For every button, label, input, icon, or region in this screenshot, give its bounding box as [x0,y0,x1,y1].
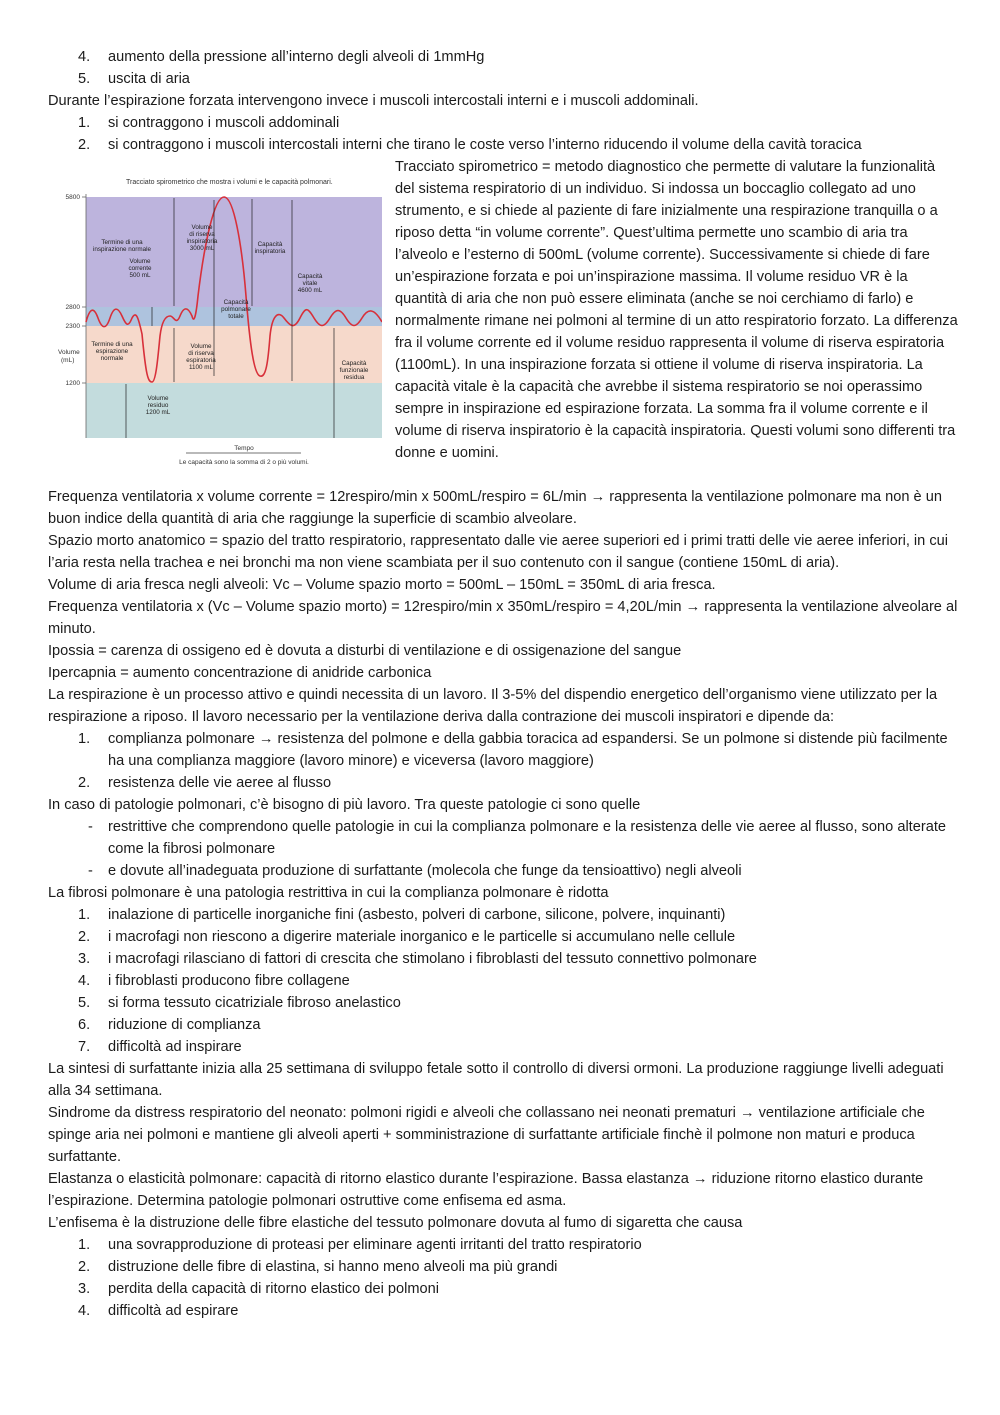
list-text: i fibroblasti producono fibre collagene [108,973,350,989]
list-bullet: - [88,863,93,879]
list-number: 1. [78,1237,91,1253]
paragraph-frequenza-2: Frequenza ventilatoria x (Vc – Volume spazio morto) = 12respiro/min x 350mL/respiro = 4,20L/min → rappresenta la ventilazione alveolare al minuto. [48,599,958,637]
list-item [48,904,958,926]
list-item [48,46,958,68]
list-item [48,728,958,772]
list-text: e dovute all’inadeguata produzione di surfattante (molecola che funge da tensioattivo) negli alveoli [108,863,742,879]
paragraph-surfattante: La sintesi di surfattante inizia alla 25 settimana di sviluppo fetale sotto il controllo di diversi ormoni. La produzione raggiunge livelli adeguati alla 34 settimana. [48,1061,944,1099]
list-number: 6. [78,1017,91,1033]
list-item [48,1234,958,1256]
list-item [48,68,958,90]
paragraph-patologie: In caso di patologie polmonari, c’è bisogno di più lavoro. Tra queste patologie ci sono quelle [48,797,641,813]
list-number: 3. [78,1281,91,1297]
list-number: 7. [78,1039,91,1055]
list-number: 3. [78,951,91,967]
list-number: 1. [78,731,91,747]
list-number: 4. [78,1303,91,1319]
paragraph-enfisema: L’enfisema è la distruzione delle fibre elastiche del tessuto polmonare dovuta al fumo di sigaretta che causa [48,1215,743,1231]
list-item [48,112,958,134]
list-item [48,772,958,794]
list-text: si forma tessuto cicatriziale fibroso anelastico [108,995,401,1011]
list-number: 2. [78,775,91,791]
label-volume-riserva-espiratoria: Volume di riserva espiratoria 1100 mL [186,343,216,371]
list-text: si contraggono i muscoli addominali [108,115,340,131]
paragraph-ipercapnia: Ipercapnia = aumento concentrazione di anidride carbonica [48,665,432,681]
list-number: 5. [78,71,91,87]
x-axis-label: Tempo [234,445,254,452]
list-item [48,860,958,882]
list-text: aumento della pressione all’interno degli alveoli di 1mmHg [108,49,485,65]
label-capacita-inspiratoria: Capacità inspiratoria [254,241,286,255]
paragraph-ipossia: Ipossia = carenza di ossigeno ed è dovuta a disturbi di ventilazione e di ossigenazione del sangue [48,643,682,659]
paragraph-volume-aria: Volume di aria fresca negli alveoli: Vc – Volume spazio morto = 500mL – 150mL = 350mL di aria fresca. [48,577,716,593]
label-volume-riserva-inspiratoria: Volume di riserva inspiratoria 3000 mL [186,224,218,252]
spirometry-diagram [56,166,382,471]
list-number: 5. [78,995,91,1011]
list-text: i macrofagi rilasciano di fattori di crescita che stimolano i fibroblasti del tessuto connettivo polmonare [108,951,757,967]
list-number: 2. [78,1259,91,1275]
list-number: 4. [78,973,91,989]
list-text: complianza polmonare → resistenza del polmone e della gabbia toracica ad espandersi. Se un polmone si distende più facilmente ha una complianza maggiore (lavoro minore) e viceversa (lavoro maggiore) [108,731,948,769]
paragraph-spazio-morto: Spazio morto anatomico = spazio del tratto respiratorio, rappresentato dalle vie aeree superiori ed i primi tratti delle vie aeree inferiori, in cui l’aria resta nella trachea e nei bronchi ma non viene scambiata per il suo contenuto con il sangue (contiene 150mL di aria). [48,533,948,571]
list-item [48,1256,958,1278]
y-axis-label: (mL) [61,357,75,364]
list-text: i macrofagi non riescono a digerire materiale inorganico e le particelle si accumulano nelle cellule [108,929,736,945]
list-item [48,992,958,1014]
spirometry-figure-block [48,156,958,486]
list-number: 2. [78,137,91,153]
list-text: uscita di aria [108,71,190,87]
list-item [48,970,958,992]
list-bullet: - [88,819,93,835]
list-number: 4. [78,49,91,65]
paragraph-espirazione: Durante l’espirazione forzata intervengono invece i muscoli intercostali interni e i muscoli addominali. [48,93,699,109]
tick-label: 5800 [65,194,80,201]
list-item [48,1278,958,1300]
label-capacita-polmonare-totale: Capacità polmonare totale [221,299,251,320]
list-item [48,1300,958,1322]
list-item [48,816,958,860]
figure-caption: Le capacità sono la somma di 2 o più volumi. [179,459,309,466]
list-item [48,1014,958,1036]
paragraph-lavoro: La respirazione è un processo attivo e quindi necessita di un lavoro. Il 3-5% del dispendio energetico dell’organismo viene utilizzato per la respirazione a riposo. Il lavoro necessario per la ventilazione deriva dalla contrazione dei muscoli inspiratori e dipende da: [48,687,938,725]
list-text: perdita della capacità di ritorno elastico dei polmoni [108,1281,439,1297]
list-number: 1. [78,907,91,923]
paragraph-elastanza: Elastanza o elasticità polmonare: capacità di ritorno elastico durante l’espirazione. Bassa elastanza → riduzione ritorno elastico durante l’espirazione. Determina patologie polmonari ostruttive come enfisema ed asma. [48,1171,924,1209]
tick-label: 2800 [65,304,80,311]
list-number: 1. [78,115,91,131]
label-volume-corrente: Volume corrente 500 mL [128,258,152,279]
tick-label: 1200 [65,380,80,387]
list-text: restrittive che comprendono quelle patologie in cui la complianza polmonare e la resistenza delle vie aeree al flusso, sono alterate come la fibrosi polmonare [108,819,947,857]
list-number: 2. [78,929,91,945]
paragraph-tracciato: Tracciato spirometrico = metodo diagnostico che permette di valutare la funzionalità del sistema respiratorio di un individuo. Si indossa un boccaglio collegato ad uno strumento, e si chiede al paziente di fare inizialmente una respirazione tranquilla o a riposo detta “in volume corrente”. Quest’ultima permette uno scambio di aria tra l’alveolo e l’esterno di 500mL (volume corrente). Successivamente si chiede di fare un’espirazione forzata e poi un’inspirazione massima. Il volume residuo VR è la quantità di aria che non può essere eliminata (anche se noi cerchiamo di farlo) e normalmente rimane nei polmoni al termine di un atto respiratorio forzato. La differenza fra il volume corrente ed il volume residuo rappresenta il volume di riserva espiratoria (1100mL). In una inspirazione forzata si ottiene il volume di riserva inspiratoria. La capacità vitale è la capacità che avrebbe il sistema respiratorio se noi operassimo sempre in inspirazione ed espirazione forzata. La somma fra il volume corrente e il volume di riserva inspiratorio è la capacità inspiratoria. Questi volumi sono differenti tra donne e uomini. [395,159,958,461]
label-capacita-funzionale-residua: Capacità funzionale residua [339,360,369,381]
list-text: difficoltà ad inspirare [108,1039,242,1055]
list-text: inalazione di particelle inorganiche fini (asbesto, polveri di carbone, silicone, polvere, inquinanti) [108,907,726,923]
paragraph-fibrosi: La fibrosi polmonare è una patologia restrittiva in cui la complianza polmonare è ridotta [48,885,609,901]
label-termine-espirazione: Termine di una espirazione normale [91,341,133,362]
list-item [48,1036,958,1058]
paragraph-sindrome: Sindrome da distress respiratorio del neonato: polmoni rigidi e alveoli che collassano nei neonati prematuri → ventilazione artificiale che spinge aria nei polmoni e mantiene gli alveoli aperti + somministrazione di surfattante artificiale finchè il polmone non maturi e produca surfattante. [48,1105,925,1165]
label-termine-inspirazione: Termine di una inspirazione normale [92,239,152,253]
document-page [48,46,958,1322]
band-residual [86,383,382,438]
list-item [48,926,958,948]
list-text: difficoltà ad espirare [108,1303,239,1319]
list-item [48,134,958,156]
figure-title: Tracciato spirometrico che mostra i volumi e le capacità polmonari. [126,179,333,186]
tick-label: 2300 [65,323,80,330]
list-text: una sovrapproduzione di proteasi per eliminare agenti irritanti del tratto respiratorio [108,1237,642,1253]
list-text: resistenza delle vie aeree al flusso [108,775,332,791]
list-text: distruzione delle fibre di elastina, si hanno meno alveoli ma più grandi [108,1259,558,1275]
list-item [48,948,958,970]
y-axis-label: Volume [58,349,80,356]
paragraph-frequenza-1: Frequenza ventilatoria x volume corrente = 12respiro/min x 500mL/respiro = 6L/min → rappresenta la ventilazione polmonare ma non è un buon indice della quantità di aria che raggiunge la superficie di scambio alveolare. [48,489,942,527]
label-capacita-vitale: Capacità vitale 4600 mL [297,273,323,294]
list-text: riduzione di complianza [108,1017,261,1033]
list-text: si contraggono i muscoli intercostali interni che tirano le coste verso l’interno riducendo il volume della cavità toracica [108,137,862,153]
band-reserve-expiratory [86,326,382,383]
label-volume-residuo: Volume residuo 1200 mL [145,395,171,416]
